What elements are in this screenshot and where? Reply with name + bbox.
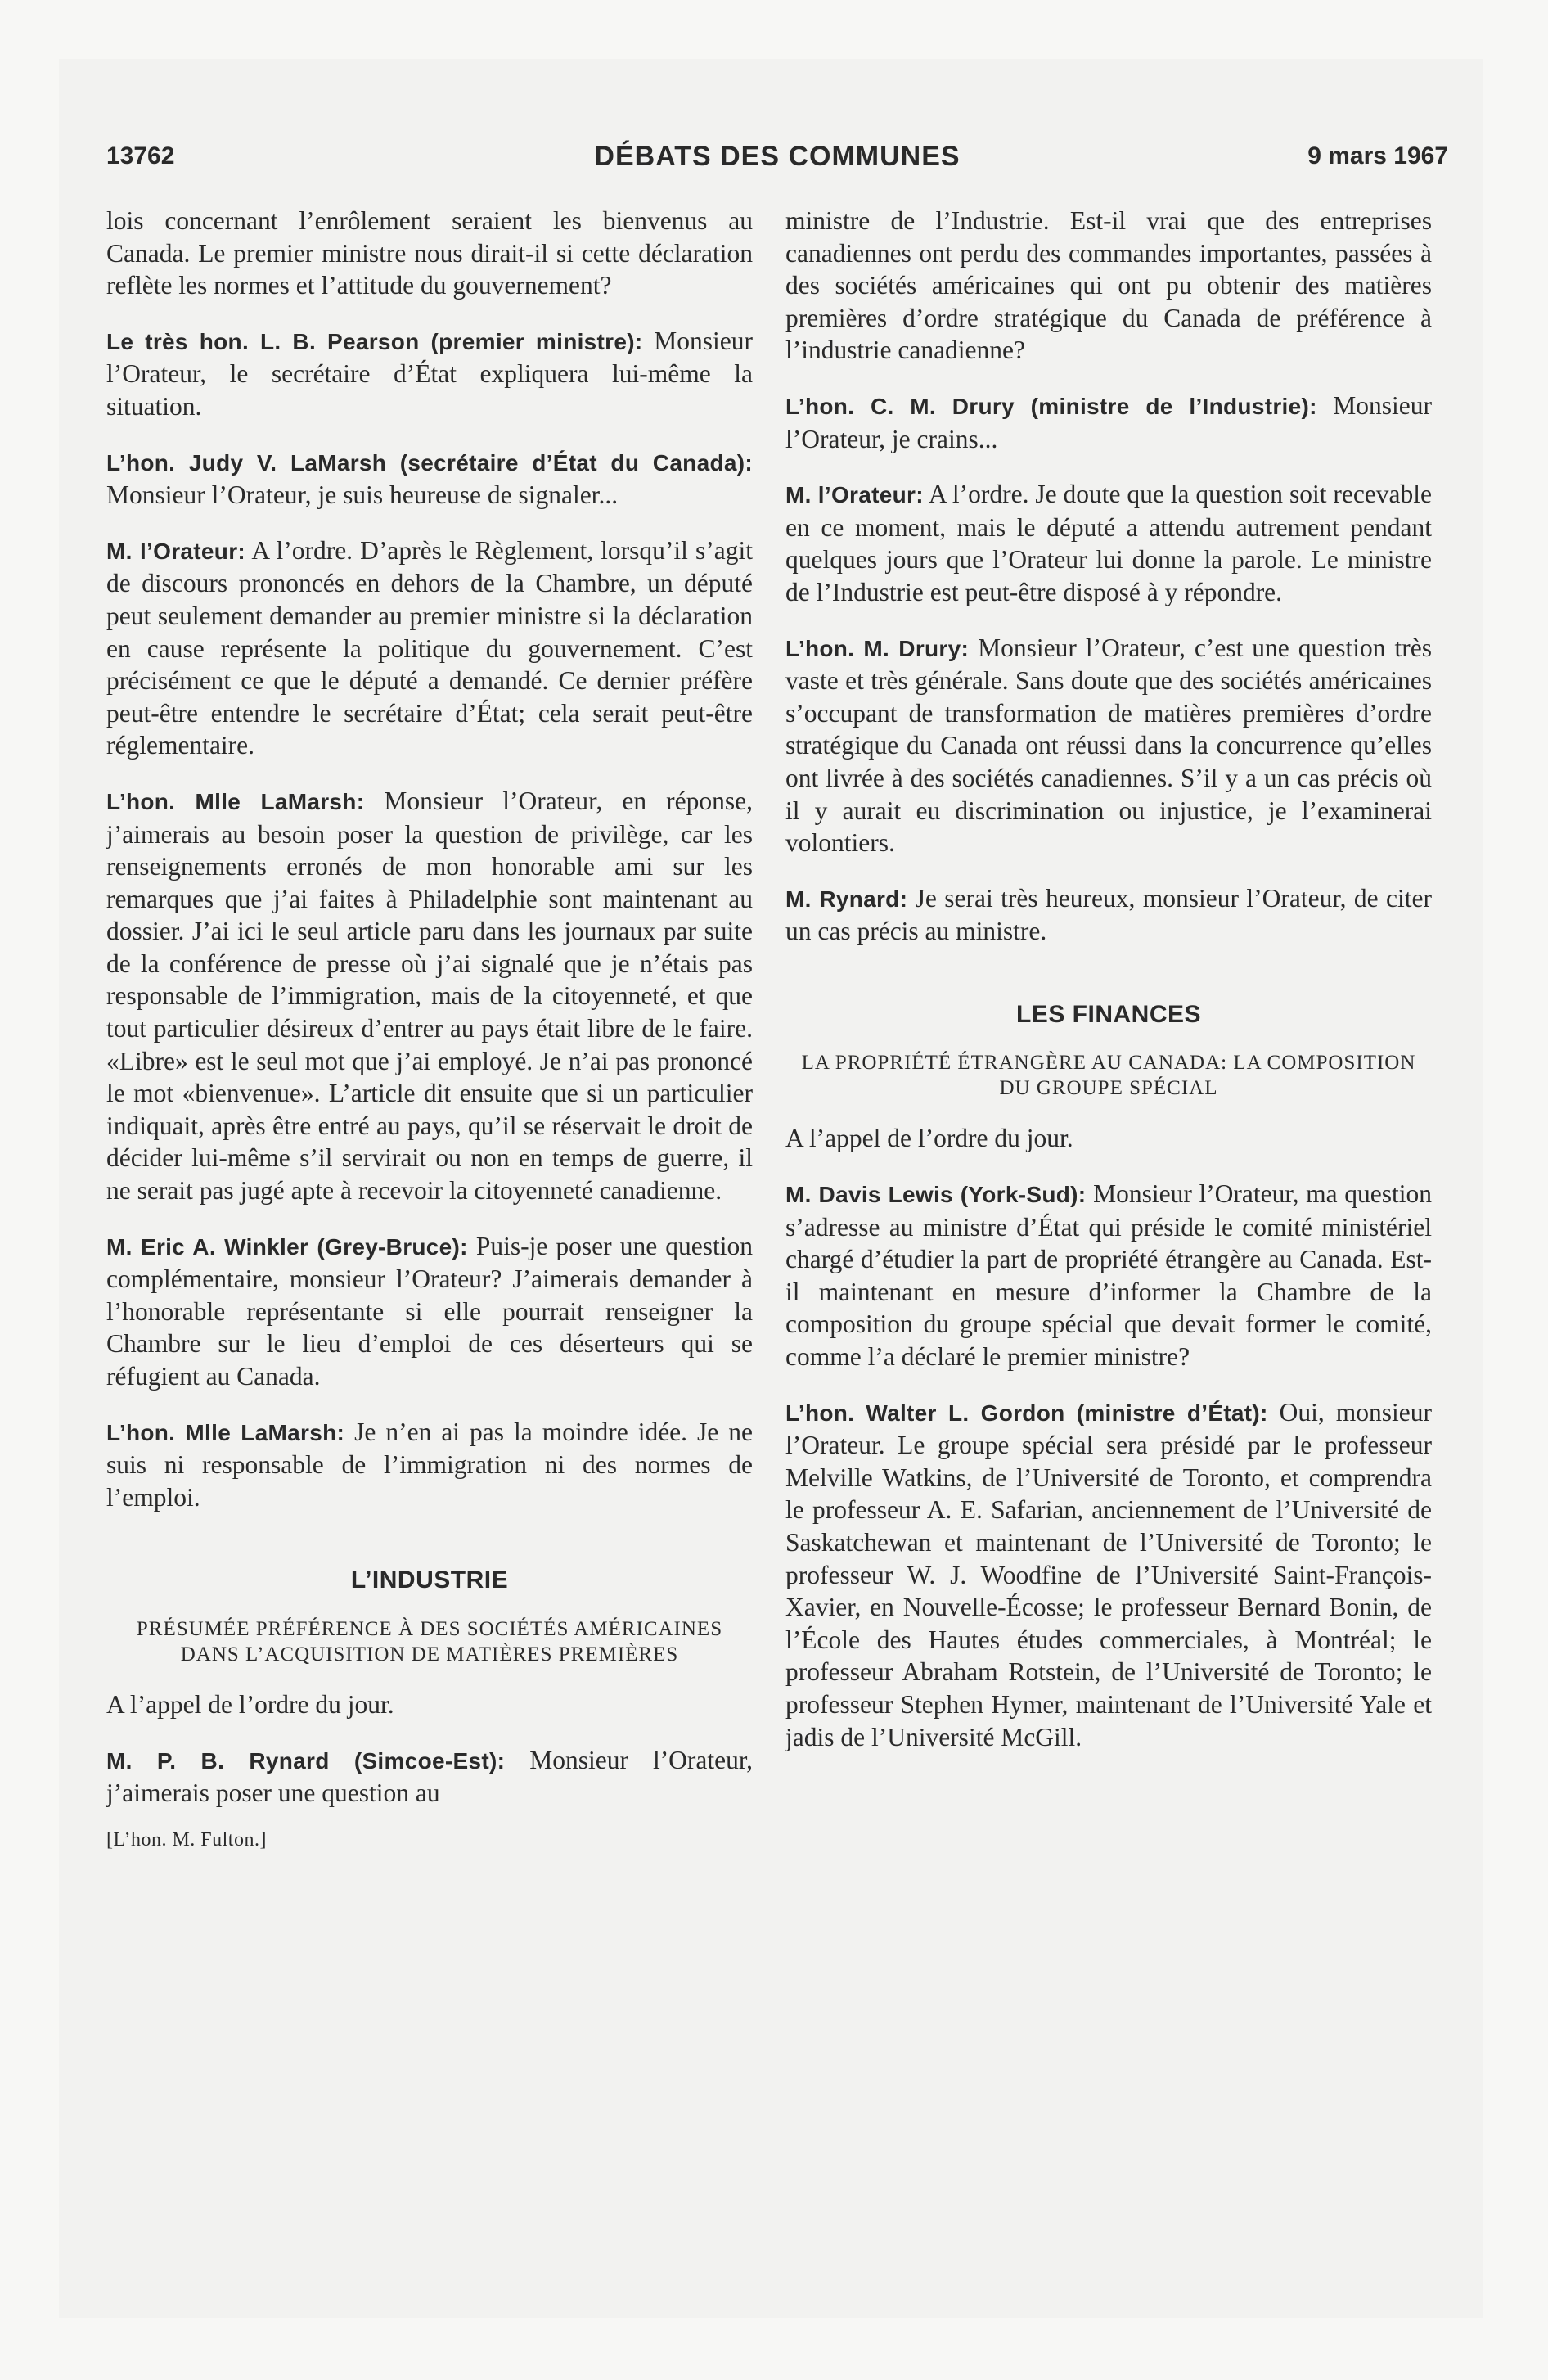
- section-heading: L’INDUSTRIE: [350, 1566, 509, 1594]
- speaker-name: L’hon. Mlle LaMarsh:: [106, 788, 365, 814]
- speech-text: A l’ordre. Je doute que la question soit recevable en ce moment, mais le député a attendu autrement pendant quelques jours que l’Orateur lui donne la parole. Le ministre de l’Industrie est peut-être disposé à y répondre.: [785, 480, 1432, 606]
- page-title: DÉBATS DES COMMUNES: [594, 141, 961, 172]
- paragraph: [106, 446, 753, 512]
- speech-text: Je n’en ai pas la moindre idée. Je ne suis ni responsable de l’immigration ni des normes de l’emploi.: [106, 1417, 753, 1512]
- speaker-name: L’hon. Mlle LaMarsh:: [106, 1419, 345, 1445]
- subsection-heading: LA PROPRIÉTÉ ÉTRANGÈRE AU CANADA: LA COMPOSITION DU GROUPE SPÉCIAL: [801, 1052, 1416, 1100]
- speaker-name: Le très hon. L. B. Pearson (premier ministre):: [106, 328, 643, 354]
- footer-reference: [L’hon. M. Fulton.]: [106, 1828, 267, 1850]
- speaker-name: L’hon. C. M. Drury (ministre de l’Industrie):: [785, 393, 1317, 419]
- right-column: [785, 205, 1432, 1776]
- speaker-name: L’hon. M. Drury:: [785, 635, 970, 661]
- paragraph: A l’appel de l’ordre du jour.: [106, 1689, 394, 1719]
- speaker-name: M. Davis Lewis (York-Sud):: [785, 1182, 1087, 1208]
- left-column: [106, 205, 753, 1856]
- speech-text: Monsieur l’Orateur, je suis heureuse de signaler...: [106, 480, 619, 510]
- speech-text: Monsieur l’Orateur, je crains...: [785, 390, 1432, 453]
- paragraph: [785, 478, 1432, 608]
- paragraph: [106, 785, 753, 1207]
- paragraph: [106, 1416, 753, 1514]
- paragraph: A l’appel de l’ordre du jour.: [785, 1124, 1073, 1153]
- paragraph: [785, 1178, 1432, 1373]
- speech-text: A l’ordre. D’après le Règlement, lorsqu’il s’agit de discours prononcés en dehors de la Chambre, un député peut seulement demander au premier ministre si la déclaration en cause représente la politique du gouvernement. C’est précisément ce que le député a demandé. Ce dernier préfère peut-être entendre le secrétaire d’État; cela serait peut-être réglementaire.: [106, 535, 754, 760]
- speech-text: Monsieur l’Orateur, le secrétaire d’État expliquera lui-même la situation.: [106, 326, 753, 421]
- speech-text: Monsieur l’Orateur, c’est une question très vaste et très générale. Sans doute que des sociétés américaines s’occupant de transformation de matières premières d’ordre stratégique du Canada ont réussi dans la concurrence qu’elles ont livrée à des sociétés canadiennes. S’il y a un cas précis où il y aurait eu discrimination ou injustice, je l’examinerai volontiers.: [785, 633, 1432, 858]
- page-date: 9 mars 1967: [1307, 142, 1448, 169]
- paragraph: [106, 325, 753, 423]
- paragraph: lois concernant l’enrôlement seraient les bienvenus au Canada. Le premier ministre nous dirait-il si cette déclaration reflète les normes et l’attitude du gouvernement?: [106, 206, 753, 300]
- speaker-name: M. l’Orateur:: [106, 538, 246, 564]
- paragraph: [106, 534, 753, 762]
- page-header: [106, 137, 1448, 187]
- paragraph: [785, 632, 1432, 859]
- speech-text: Monsieur l’Orateur, ma question s’adresse au ministre d’État qui préside le comité ministériel chargé d’étudier la part de propriété étrangère au Canada. Est-il maintenant en mesure d’informer la Chambre de la composition du groupe spécial que devait former le comité, comme l’a déclaré le premier ministre?: [785, 1179, 1432, 1372]
- speech-text: Monsieur l’Orateur, en réponse, j’aimerais au besoin poser la question de privilège, car les renseignements erronés de mon honorable ami sur les remarques que j’ai faites à Philadelphie sont maintenant au dossier. J’ai ici le seul article paru dans les journaux par suite de la conférence de presse où j’ai signalé que je n’étais pas responsable de l’immigration, mais de la citoyenneté, et que tout particulier désireux d’entrer au pays était libre de le faire. «Libre» est le seul mot que j’ai employé. Je n’ai pas prononcé le mot «bienvenue». L’article dit ensuite que si un particulier indiquait, après être entré au pays, qu’il se réservait le droit de décider lui-même s’il servirait ou non en temps de guerre, il ne serait pas jugé apte à recevoir la citoyenneté canadienne.: [106, 786, 753, 1206]
- speaker-name: M. l’Orateur:: [785, 482, 924, 508]
- speech-text: Puis-je poser une question complémentaire, monsieur l’Orateur? J’aimerais demander à l’honorable représentante si elle pourrait renseigner la Chambre sur le lieu d’emploi de ces déserteurs qui se réfugient au Canada.: [106, 1231, 753, 1391]
- paragraph: [106, 1230, 753, 1393]
- paragraph: [785, 390, 1432, 455]
- paragraph: ministre de l’Industrie. Est-il vrai que des entreprises canadiennes ont perdu des commandes importantes, passées à des sociétés américaines qui ont pu obtenir des matières premières d’ordre stratégique du Canada de préférence à l’industrie canadienne?: [785, 206, 1432, 365]
- speech-text: Je serai très heureux, monsieur l’Orateur, de citer un cas précis au ministre.: [785, 883, 1432, 946]
- paragraph: [785, 882, 1432, 948]
- speaker-name: L’hon. Judy V. LaMarsh (secrétaire d’État du Canada):: [106, 449, 753, 476]
- subsection-heading: PRÉSUMÉE PRÉFÉRENCE À DES SOCIÉTÉS AMÉRICAINES DANS L’ACQUISITION DE MATIÈRES PREMIÈRES: [136, 1617, 723, 1666]
- speaker-name: M. Eric A. Winkler (Grey-Bruce):: [106, 1233, 468, 1260]
- speaker-name: M. P. B. Rynard (Simcoe-Est):: [106, 1747, 506, 1774]
- speech-text: Oui, monsieur l’Orateur. Le groupe spécial sera présidé par le professeur Melville Watkins, de l’Université de Toronto, et comprendra le professeur A. E. Safarian, anciennement de l’Université de Saskatchewan et maintenant de l’Université de Toronto; le professeur W. J. Woodfine de l’Université Saint-François-Xavier, en Nouvelle-Écosse; le professeur Bernard Bonin, de l’École des Hautes études commerciales, à Montréal; le professeur Abraham Rotstein, de l’Université de Toronto; le professeur Stephen Hymer, maintenant de l’Université Yale et jadis de l’Université McGill.: [785, 1397, 1433, 1751]
- speech-text: Monsieur l’Orateur, j’aimerais poser une question au: [106, 1745, 753, 1808]
- section-heading: LES FINANCES: [1015, 1000, 1202, 1028]
- paragraph: [106, 1744, 753, 1810]
- paragraph: [785, 1396, 1432, 1754]
- speaker-name: M. Rynard:: [785, 886, 908, 912]
- speaker-name: L’hon. Walter L. Gordon (ministre d’État):: [785, 1400, 1268, 1426]
- page-number: 13762: [106, 142, 175, 169]
